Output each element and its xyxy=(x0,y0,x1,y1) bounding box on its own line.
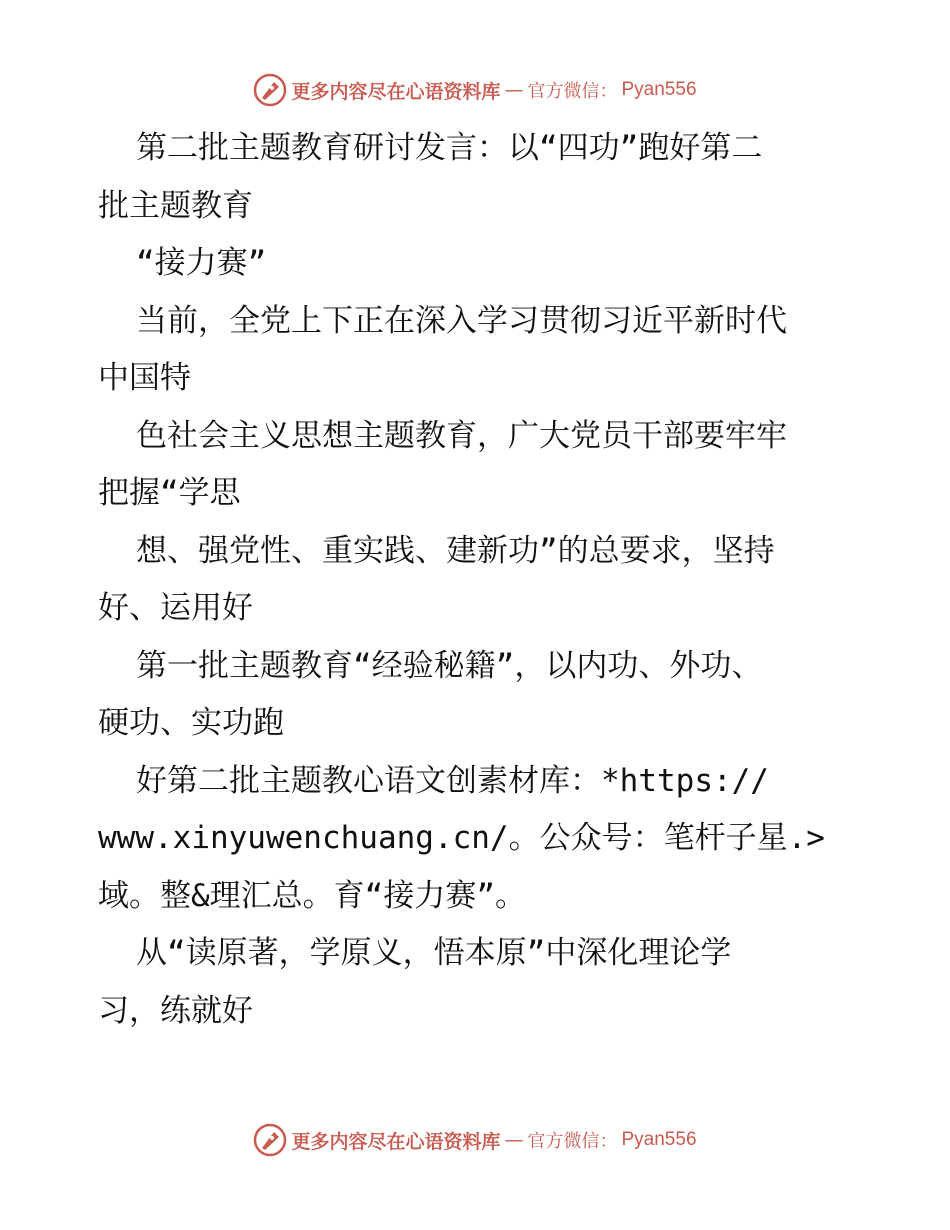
body-line: 批主题教育 xyxy=(98,187,253,224)
pen-nib-logo-icon xyxy=(253,1123,287,1157)
body-line: 好第二批主题教心语文创素材库：*https:// xyxy=(136,762,769,799)
pen-nib-logo-icon xyxy=(253,73,287,107)
body-line: 第二批主题教育研讨发言：以“四功”跑好第二 xyxy=(136,130,763,166)
page-footer xyxy=(0,1120,950,1160)
body-line: 中国特 xyxy=(98,360,191,396)
body-line: 好、运用好 xyxy=(98,590,253,626)
footer-wechat-id: Pyan556 xyxy=(621,1129,697,1150)
page-header xyxy=(0,70,950,110)
header-separator: — xyxy=(504,79,524,101)
body-line: www.xinyuwenchuang.cn/。公众号：笔杆子星.> xyxy=(98,820,825,856)
body-line: 色社会主义思想主题教育，广大党员干部要牢牢 xyxy=(136,417,787,454)
footer-brand-text: 更多内容尽在心语资料库 xyxy=(291,1130,501,1153)
footer-brand xyxy=(253,1123,696,1157)
footer-separator: — xyxy=(504,1129,524,1151)
body-line: 域。整&理汇总。育“接力赛”。 xyxy=(98,877,526,914)
body-line: 想、强党性、重实践、建新功”的总要求，坚持 xyxy=(136,532,775,569)
body-line: 第一批主题教育“经验秘籍”，以内功、外功、 xyxy=(136,647,763,684)
header-brand-text: 更多内容尽在心语资料库 xyxy=(291,80,501,103)
footer-wechat-label: 官方微信： xyxy=(527,1131,618,1152)
body-line: 习，练就好 xyxy=(98,992,253,1029)
body-line: 硬功、实功跑 xyxy=(98,705,284,741)
body-line: 从“读原著，学原义，悟本原”中深化理论学 xyxy=(136,935,732,971)
body-line: “接力赛” xyxy=(136,245,267,281)
header-wechat-id: Pyan556 xyxy=(621,79,697,100)
header-brand xyxy=(253,73,696,107)
document-body xyxy=(98,120,858,1040)
header-wechat-label: 官方微信： xyxy=(527,81,618,102)
body-line: 当前，全党上下正在深入学习贯彻习近平新时代 xyxy=(136,302,787,339)
body-line: 把握“学思 xyxy=(98,475,241,511)
